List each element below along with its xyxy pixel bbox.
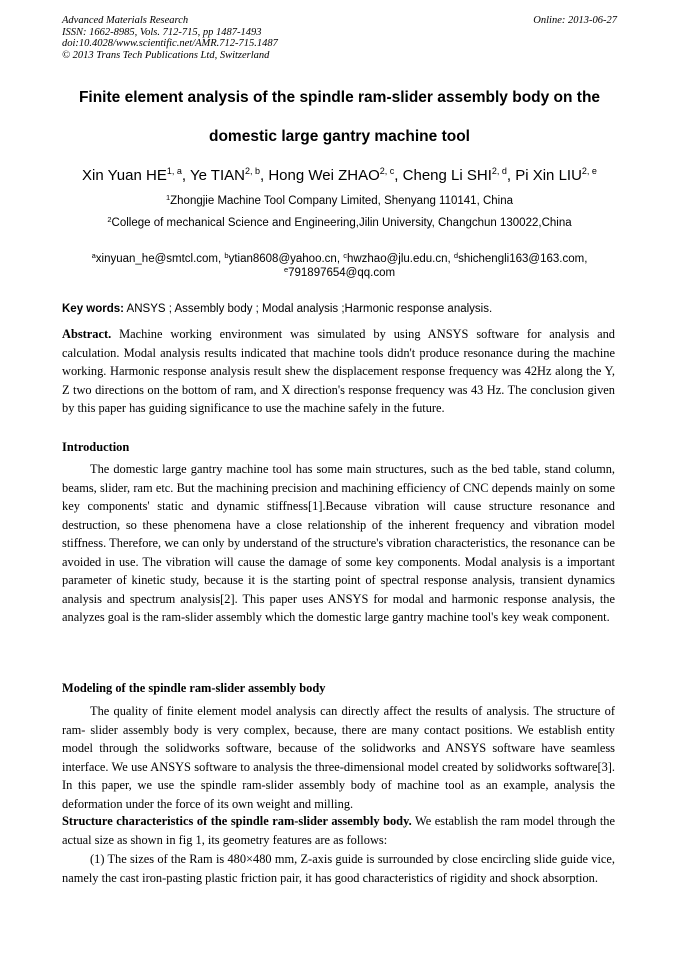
journal-header [62, 15, 617, 61]
email-list [62, 253, 617, 280]
email-address[interactable]: hwzhao@jlu.edu.cn [346, 253, 448, 265]
doi-line: doi:10.4028/www.scientific.net/AMR.712-715.1487 [62, 38, 278, 49]
title-line-2: domestic large gantry machine tool [209, 128, 470, 145]
keywords-label: Key words: [62, 303, 124, 315]
structure-text: We establish the ram model through the actual size as shown in fig 1, its geometry features are as follows: [62, 814, 615, 847]
introduction-paragraph: The domestic large gantry machine tool has some main structures, such as the bed table, stand column, beams, slider, ram etc. But the machining precision and machining efficiency of CNC depends mainly on some key components' static and dynamic stiffness[1].Because vibration will cause structure resonance and destruction, so these phenomena have a close relationship of the inherent frequency and vibration model stiffness. Therefore, we can only by understand of the structure's vibration characteristics, the resonance can be avoided in use. The vibration will cause the damage of some key components. Modal analysis is a important parameter of kinetic study, because it is the starting point of spectral response analysis, transient dynamics analysis and spectrum analysis[2]. This paper uses ANSYS for modal and harmonic response analysis, the analyzes goal is the ram-slider assembly which the domestic large gantry machine tool's key weak component. [62, 462, 615, 624]
email-address[interactable]: shichengli163@163.com [458, 253, 585, 265]
copyright-line: © 2013 Trans Tech Publications Ltd, Switzerland [62, 49, 270, 61]
affiliation-sup: 2 [107, 215, 112, 224]
geometry-item-1: (1) The sizes of the Ram is 480×480 mm, Z-axis guide is surrounded by close encircling slide guide vice, namely the cast iron-pasting plastic friction pair, it has good characteristics of rigidity and shock absorption. [62, 852, 615, 885]
affiliation-text: College of mechanical Science and Engineering,Jilin University, Changchun 130022,China [111, 217, 572, 229]
author-name: Pi Xin LIU [515, 167, 582, 184]
email-sup: c [343, 251, 347, 260]
author-sup: 2, d [491, 166, 507, 176]
email-address[interactable]: 791897654@qq.com [288, 266, 396, 279]
author-name: Xin Yuan HE [82, 167, 167, 184]
affiliation-text: Zhongjie Machine Tool Company Limited, Shenyang 110141, China [170, 195, 514, 207]
author-sep: , [181, 167, 190, 184]
author-sup: 2, e [581, 166, 597, 176]
journal-name: Advanced Materials Research [62, 15, 189, 26]
introduction-heading: Introduction [62, 440, 130, 454]
online-date: Online: 2013-06-27 [533, 15, 617, 26]
email-address[interactable]: ytian8608@yahoo.cn [228, 253, 337, 265]
structure-paragraph [62, 812, 615, 849]
email-sup: d [453, 251, 459, 260]
modeling-paragraph: The quality of finite element model analysis can directly affect the results of analysis. The structure of ram- slider assembly body is very complex, because, there are many contact positions. We establish entity model through the solidworks software, because of the solidworks and ANSYS software have seamless interface. We use ANSYS software to analysis the three-dimensional model created by solidworks software[3]. In this paper, we use the spindle ram-slider assembly body of machine tool as an example, analysis the deformation under the force of its own weight and milling. [62, 704, 615, 811]
email-sup: b [224, 251, 229, 260]
affiliation-2 [62, 217, 617, 231]
affiliation-sup: 1 [165, 193, 171, 202]
modeling-heading: Modeling of the spindle ram-slider assembly body [62, 681, 326, 695]
title-line-1: Finite element analysis of the spindle ram-slider assembly body on the [78, 89, 601, 106]
issn-line: ISSN: 1662-8985, Vols. 712-715, pp 1487-1493 [62, 26, 262, 38]
author-name: Hong Wei ZHAO [268, 167, 380, 184]
email-sep: , [584, 253, 588, 265]
abstract-text: Machine working environment was simulated by using ANSYS software for analysis and calculation. Modal analysis results indicated that machine tools didn't produce resonance during the machine working. Harmonic response analysis result shew the displacement response frequency was 42Hz along the Y, Z two directions on the bottom of ram, and X direction's response frequency was 43 Hz. The conclusion given by this paper has guiding significance to use the machine safely in the future. [62, 327, 615, 415]
email-sep: , [447, 253, 454, 265]
author-sep: , [394, 167, 403, 184]
affiliation-1 [62, 195, 617, 209]
paper-title [62, 88, 617, 146]
author-name: Cheng Li SHI [402, 167, 492, 184]
author-sup: 2, b [244, 166, 260, 176]
structure-label: Structure characteristics of the spindle ram-slider assembly body. [62, 814, 412, 828]
email-sup: e [283, 264, 289, 274]
keywords [62, 302, 617, 316]
author-name: Ye TIAN [189, 167, 245, 184]
email-sup: a [91, 251, 96, 260]
email-sep: , [336, 253, 344, 265]
email-sep: , [218, 253, 225, 265]
author-sup: 1, a [166, 166, 182, 176]
author-sup: 2, c [379, 166, 395, 176]
author-sep: , [506, 167, 516, 184]
abstract [62, 325, 615, 418]
abstract-label: Abstract. [62, 327, 112, 341]
email-address[interactable]: xinyuan_he@smtcl.com [95, 253, 219, 265]
author-sep: , [260, 167, 269, 184]
keywords-text: ANSYS ; Assembly body ; Modal analysis ;Harmonic response analysis. [124, 303, 493, 315]
author-list [62, 166, 617, 186]
